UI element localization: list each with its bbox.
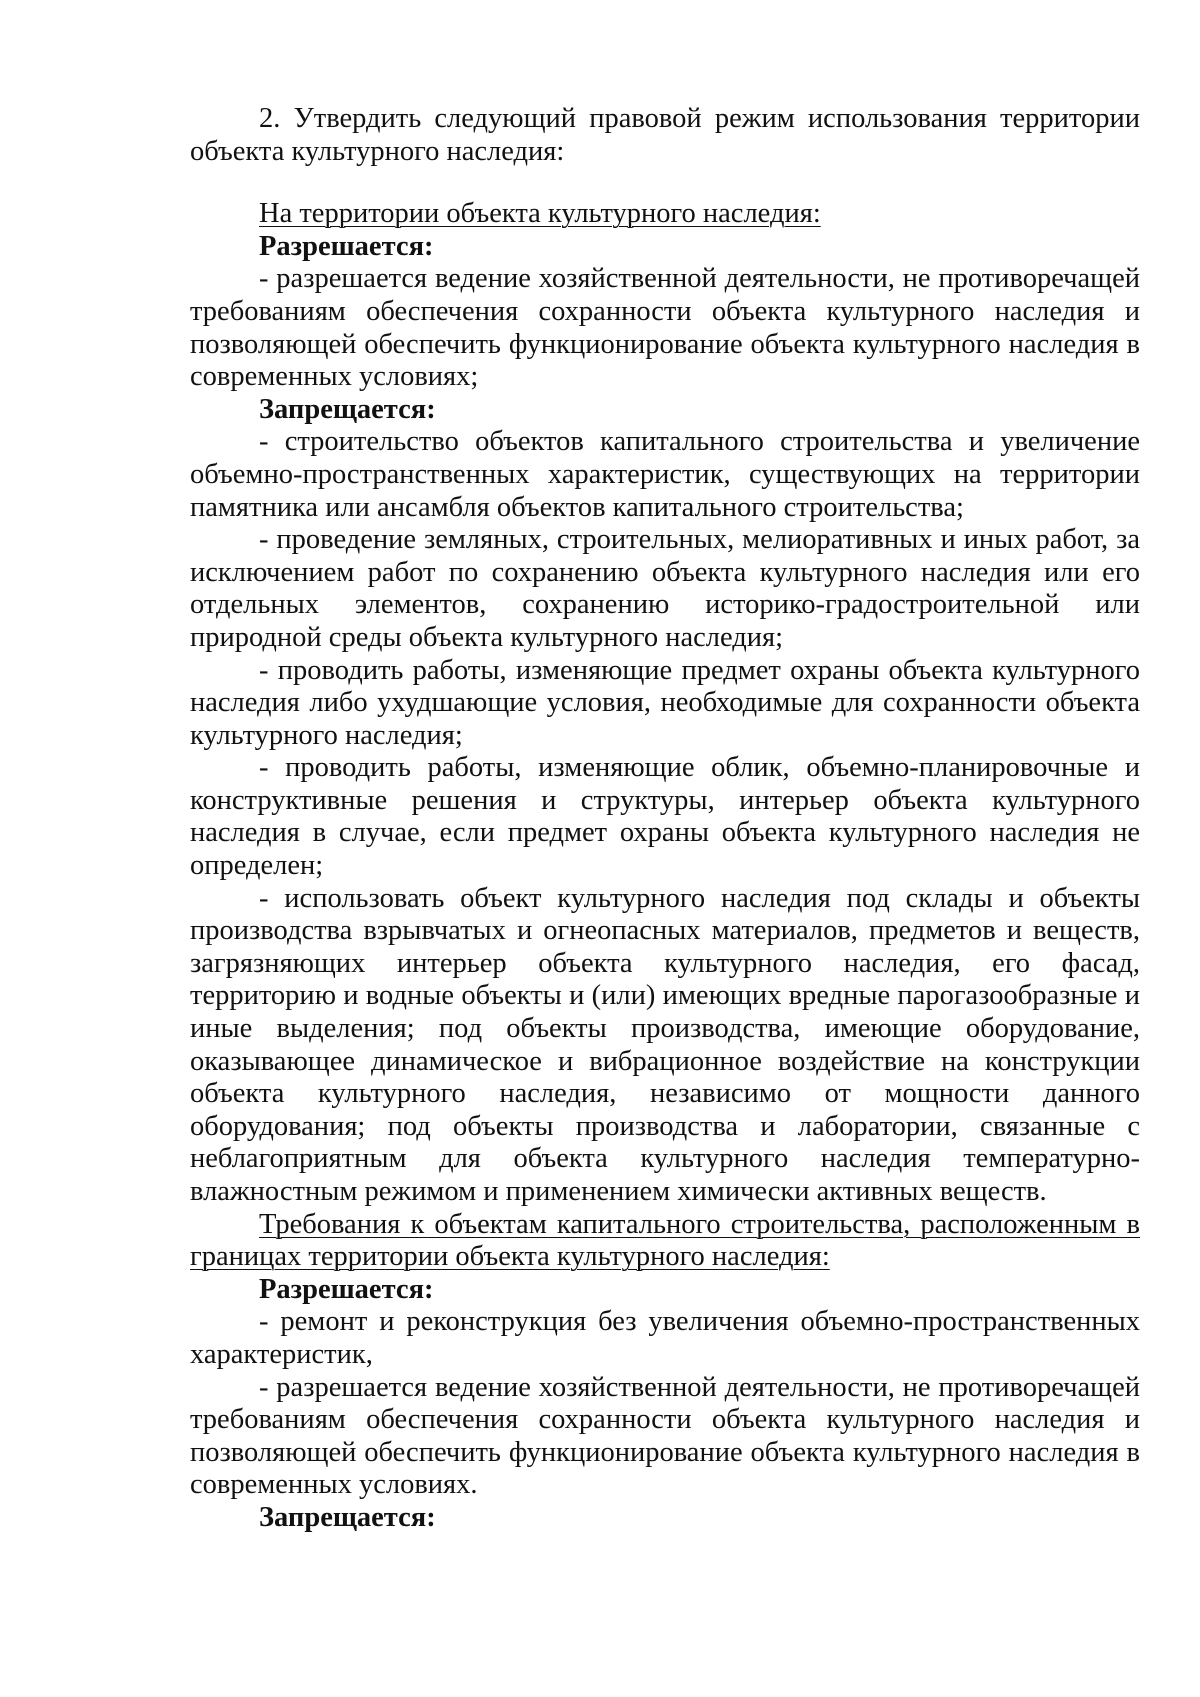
intro-paragraph: 2. Утвердить следующий правовой режим использования территории объекта культурного наследия: <box>190 103 1140 167</box>
section1-forbidden-item: - использовать объект культурного наследия под склады и объекты производства взрывчатых и огнеопасных материалов, предметов и веществ, загрязняющих интерьер объекта культурного наследия, его фасад, территорию и водные объекты и (или) имеющих вредные парогазообразные и иные выделения; под объекты производства, имеющие оборудование, оказывающее динамическое и вибрационное воздействие на конструкции объекта культурного наследия, независимо от мощности данного оборудования; под объекты производства и лаборатории, связанные с неблагоприятным для объекта культурного наследия температурно-влажностным режимом и применением химически активных веществ. <box>190 882 1140 1207</box>
section2-allowed-item: - разрешается ведение хозяйственной деятельности, не противоречащей требованиям обеспечения сохранности объекта культурного наследия и позволяющей обеспечить функционирование объекта культурного наследия в современных условиях. <box>190 1371 1140 1501</box>
section1-forbidden-label: Запрещается: <box>259 393 436 425</box>
section2-heading: Требования к объектам капитального строительства, расположенным в границах территории объекта культурного наследия: <box>190 1208 1140 1273</box>
section2-allowed-item: - ремонт и реконструкция без увеличения объемно-пространственных характеристик, <box>190 1306 1140 1370</box>
section1-forbidden-item: - проводить работы, изменяющие предмет охраны объекта культурного наследия либо ухудшающие условия, необходимые для сохранности объекта культурного наследия; <box>190 654 1140 751</box>
spacer <box>190 168 1140 198</box>
section2-forbidden-label: Запрещается: <box>259 1501 436 1533</box>
section1-allowed-label: Разрешается: <box>259 230 434 262</box>
section1-forbidden-item: - проводить работы, изменяющие облик, объемно-планировочные и конструктивные решения и структуры, интерьер объекта культурного наследия в случае, если предмет охраны объекта культурного наследия не определен; <box>190 752 1140 882</box>
section1-allowed-item: - разрешается ведение хозяйственной деятельности, не противоречащей требованиям обеспечения сохранности объекта культурного наследия и позволяющей обеспечить функционирование объекта культурного наследия в современных условиях; <box>190 263 1140 393</box>
section1-heading: На территории объекта культурного наследия: <box>259 198 821 230</box>
section2-allowed-label: Разрешается: <box>259 1273 434 1305</box>
section1-forbidden-item: - строительство объектов капитального строительства и увеличение объемно-пространственных характеристик, существующих на территории памятника или ансамбля объектов капитального строительства; <box>190 426 1140 523</box>
document-body <box>190 103 1140 1535</box>
section1-forbidden-item: - проведение земляных, строительных, мелиоративных и иных работ, за исключением работ по сохранению объекта культурного наследия или его отдельных элементов, сохранению историко-градостроительной или природной среды объекта культурного наследия; <box>190 524 1140 653</box>
